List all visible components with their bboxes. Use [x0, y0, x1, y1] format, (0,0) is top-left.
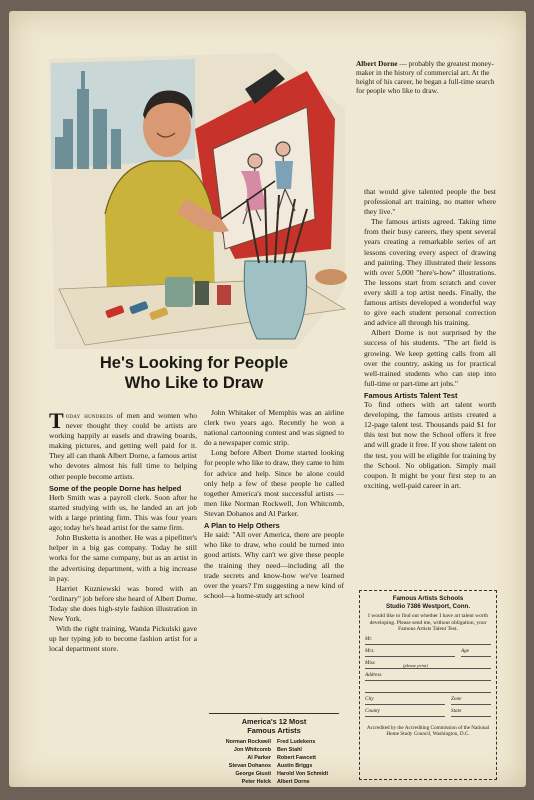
name-field-mrs[interactable]: [365, 648, 455, 657]
artist-name: George Giusti: [235, 770, 271, 777]
city-field[interactable]: [365, 696, 445, 705]
paragraph-not-surprised: Albert Dorne is not surprised by the success of his students. "The art field is growing. We keep getting calls from all over the country, asking us for practical well-trained students who can step into full-time or part-time art jobs.": [364, 328, 496, 388]
mrs-row: [365, 645, 491, 657]
state-field[interactable]: [451, 708, 491, 717]
label-state: State: [451, 707, 462, 714]
article-column-1: [49, 408, 197, 654]
city-row: [365, 693, 491, 705]
zone-field[interactable]: [451, 696, 491, 705]
coupon-studio: Studio 7386 Westport, Conn.: [385, 602, 471, 610]
paragraph-john-whitaker: John Whitaker of Memphis was an airline clerk two years ago. Recently he won a national cartooning contest and was signed to do a newspaper comic strip.: [204, 408, 344, 448]
artist-name: Harold Von Schmidt: [277, 770, 329, 777]
paragraph-wanda: With the right training, Wanda Pickulski gave up her typing job to become fashion artist for a local department store.: [49, 624, 197, 654]
name-field-miss[interactable]: [365, 660, 491, 669]
label-city: City: [365, 695, 374, 702]
article-column-2: [204, 408, 344, 601]
county-field[interactable]: [365, 708, 445, 717]
label-county: County: [365, 707, 380, 714]
label-miss: Miss: [365, 659, 375, 666]
intro-text: of men and women who never thought they could be artists are working happily at easels and drawing boards, making pictures, and getting well paid for it. They all can thank Albert Dorne, a famous artist who devotes almost his full time to helping other people become artists.: [49, 411, 197, 481]
artist-name: Al Parker: [247, 754, 271, 761]
headline: [49, 353, 339, 393]
label-mrs: Mrs.: [365, 647, 375, 654]
paragraph-he-said: He said: "All over America, there are people who like to draw, who could be turned into good artists. Why can't we give these people the training they need—including all the trade secrets and know-how we've learned over the years? I'm suggesting a new kind of school—a home-study art school: [204, 530, 344, 600]
accreditation-note: Accredited by the Accrediting Commission of the National Home Study Council, Washington, D.C.: [366, 724, 490, 738]
paragraph-continued: that would give talented people the best professional art training, no matter where they live.": [364, 187, 496, 217]
subhead-plan: A Plan to Help Others: [204, 521, 280, 531]
artist-name: Austin Briggs: [277, 762, 313, 769]
paragraph-john-busketta: John Busketta is another. He was a pipefitter's helper in a big gas company. Today he still works for the same company, but as an artist in the advertising department, with a big increase in pay.: [49, 533, 197, 583]
label-mr: Mr.: [365, 635, 373, 642]
artist-name: Stevan Dohanos: [228, 762, 271, 769]
divider: [209, 713, 339, 714]
article-column-3: [364, 187, 496, 491]
masters-title-2: Famous Artists: [247, 726, 301, 735]
headline-line-1: He's Looking for People: [99, 354, 289, 372]
artist-name: Peter Helck: [241, 778, 271, 785]
address-field-2[interactable]: [365, 684, 491, 693]
name-field-mr[interactable]: [365, 636, 491, 645]
county-row: [365, 705, 491, 717]
label-age: Age: [461, 647, 470, 654]
intro-paragraph: [49, 408, 197, 482]
headline-line-2: Who Like to Draw: [124, 374, 264, 392]
paragraph-harriet: Harriet Kuzniewski was bored with an "ordinary" job before she heard of Albert Dorne. Today she does high-style fashion illustration in New York.: [49, 583, 197, 623]
masters-title-1: America's 12 Most: [241, 717, 307, 726]
print-hint: (please print): [403, 662, 428, 668]
label-zone: Zone: [451, 695, 462, 702]
coupon-school: Famous Artists Schools: [392, 595, 464, 602]
famous-artists-box: [204, 713, 344, 786]
label-address: Address: [365, 671, 382, 678]
artist-names-grid: [204, 739, 344, 786]
artist-name: Ben Stahl: [277, 746, 302, 753]
illustration-caption: [356, 59, 496, 95]
artist-name: Albert Dorne: [277, 778, 310, 785]
artist-illustration: [45, 49, 355, 349]
address-field[interactable]: [365, 672, 491, 681]
subhead-people-helped: Some of the people Dorne has helped: [49, 483, 182, 493]
coupon-request: I would like to find out whether I have art talent worth developing. Please send me, without obligation, your Famous Artists Talent Test.: [368, 613, 488, 633]
paragraph-long-before: Long before Albert Dorne started looking for people who like to draw, they came to him for advice and help. Since he alone could only help a few of these people he called together America's most successful artists —men like Norman Rockwell, Jon Whitcomb, Stevan Dohanos and Al Parker.: [204, 448, 344, 518]
caption-name: Albert Dorne: [356, 59, 398, 68]
drop-cap: T: [49, 408, 64, 433]
artist-name: Norman Rockwell: [225, 739, 271, 745]
age-field[interactable]: [461, 648, 491, 657]
artist-name: Jon Whitcomb: [233, 746, 271, 753]
paragraph-herb-smith: Herb Smith was a payroll clerk. Soon after he started studying with us, he landed an art job with a large printing firm. This was four years ago; today he's head artist for the same firm.: [49, 492, 197, 533]
artist-name: Fred Ludekens: [277, 739, 316, 745]
magazine-page: [9, 11, 526, 787]
subhead-talent-test: Famous Artists Talent Test: [364, 390, 458, 400]
paragraph-talent-test: To find others with art talent worth developing, the famous artists created a 12-page talent test. Thousands paid $1 for this test but now the School offers it free and will grade it free. If you show talent on the test, you will be eligible for training by the School. No obligation. Simply mail coupon. It might be your first step to an exciting, well-paid career in art.: [364, 400, 496, 490]
caption-text: — probably the greatest money-maker in the history of commercial art. At the height of his career, he began a full-time search for people who like to draw.: [356, 59, 495, 95]
artist-name: Robert Fawcett: [277, 754, 316, 761]
mail-coupon[interactable]: [359, 590, 497, 780]
lead-small-caps: oday hundreds: [65, 411, 114, 420]
paragraph-artists-agreed: The famous artists agreed. Taking time from their busy careers, they spent several years creating a remarkable series of art lessons covering every aspect of drawing and painting. They illustrated their lessons with over 5,000 "here's-how" illustrations. The lessons start from scratch and cover every skill a top artist needs. Finally, the famous artists developed a wonderful way to give each student personal correction and advice all through his training.: [364, 217, 496, 328]
